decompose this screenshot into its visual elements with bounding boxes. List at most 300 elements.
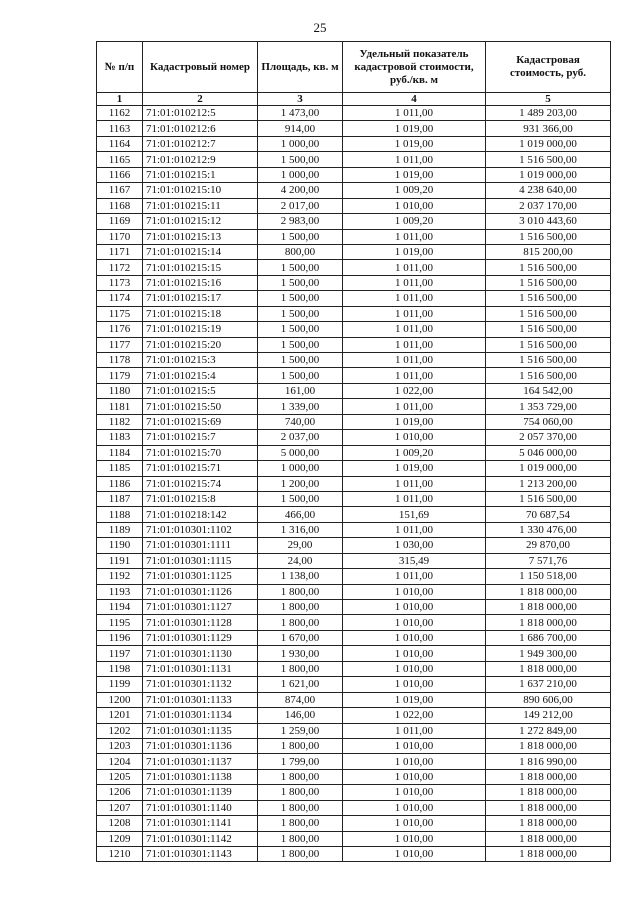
row-number-cell: 1187 <box>97 491 143 506</box>
cadastral-value-cell: 931 366,00 <box>486 121 611 136</box>
table-row <box>97 337 611 352</box>
unit-value-cell: 1 011,00 <box>343 368 486 383</box>
row-number-cell: 1185 <box>97 461 143 476</box>
table-row <box>97 121 611 136</box>
area-cell: 1 138,00 <box>258 569 343 584</box>
table-row <box>97 353 611 368</box>
table-row <box>97 306 611 321</box>
cadastral-value-cell: 1 516 500,00 <box>486 229 611 244</box>
row-number-cell: 1210 <box>97 847 143 862</box>
table-row <box>97 847 611 862</box>
cadastral-number-cell: 71:01:010301:1129 <box>143 630 258 645</box>
area-cell: 1 800,00 <box>258 769 343 784</box>
area-cell: 1 500,00 <box>258 368 343 383</box>
row-number-cell: 1178 <box>97 353 143 368</box>
cadastral-value-cell: 149 212,00 <box>486 708 611 723</box>
cadastral-number-cell: 71:01:010301:1143 <box>143 847 258 862</box>
unit-value-cell: 1 010,00 <box>343 661 486 676</box>
cadastral-number-cell: 71:01:010301:1131 <box>143 661 258 676</box>
header-unit-value: Удельный показатель кадастровой стоимости, руб./кв. м <box>343 42 486 93</box>
table-row <box>97 800 611 815</box>
cadastral-value-cell: 1 949 300,00 <box>486 646 611 661</box>
unit-value-cell: 151,69 <box>343 507 486 522</box>
row-number-cell: 1182 <box>97 414 143 429</box>
unit-value-cell: 1 010,00 <box>343 677 486 692</box>
row-number-cell: 1207 <box>97 800 143 815</box>
table-row <box>97 754 611 769</box>
area-cell: 1 500,00 <box>258 322 343 337</box>
unit-value-cell: 1 011,00 <box>343 106 486 121</box>
cadastral-value-cell: 1 818 000,00 <box>486 785 611 800</box>
cadastral-number-cell: 71:01:010215:19 <box>143 322 258 337</box>
row-number-cell: 1202 <box>97 723 143 738</box>
unit-value-cell: 1 010,00 <box>343 847 486 862</box>
row-number-cell: 1203 <box>97 738 143 753</box>
table-row <box>97 244 611 259</box>
unit-value-cell: 1 019,00 <box>343 244 486 259</box>
area-cell: 1 500,00 <box>258 152 343 167</box>
area-cell: 1 500,00 <box>258 229 343 244</box>
table-row <box>97 785 611 800</box>
table-row <box>97 708 611 723</box>
cadastral-number-cell: 71:01:010215:12 <box>143 214 258 229</box>
row-number-cell: 1181 <box>97 399 143 414</box>
column-number-row <box>97 93 611 106</box>
cadastral-value-cell: 1 489 203,00 <box>486 106 611 121</box>
unit-value-cell: 1 010,00 <box>343 800 486 815</box>
area-cell: 466,00 <box>258 507 343 522</box>
cadastral-number-cell: 71:01:010215:4 <box>143 368 258 383</box>
row-number-cell: 1170 <box>97 229 143 244</box>
table-row <box>97 167 611 182</box>
header-cadastral-value: Кадастровая стоимость, руб. <box>486 42 611 93</box>
table-row <box>97 615 611 630</box>
area-cell: 29,00 <box>258 538 343 553</box>
unit-value-cell: 1 019,00 <box>343 461 486 476</box>
table-row <box>97 816 611 831</box>
unit-value-cell: 1 011,00 <box>343 399 486 414</box>
cadastral-number-cell: 71:01:010212:7 <box>143 136 258 151</box>
row-number-cell: 1206 <box>97 785 143 800</box>
table-row <box>97 831 611 846</box>
cadastral-value-cell: 1 818 000,00 <box>486 847 611 862</box>
cadastral-number-cell: 71:01:010301:1125 <box>143 569 258 584</box>
row-number-cell: 1191 <box>97 553 143 568</box>
unit-value-cell: 1 010,00 <box>343 430 486 445</box>
column-number: 2 <box>143 93 258 106</box>
area-cell: 1 670,00 <box>258 630 343 645</box>
cadastral-number-cell: 71:01:010215:71 <box>143 461 258 476</box>
cadastral-value-cell: 1 516 500,00 <box>486 368 611 383</box>
area-cell: 1 930,00 <box>258 646 343 661</box>
row-number-cell: 1183 <box>97 430 143 445</box>
area-cell: 1 800,00 <box>258 615 343 630</box>
table-row <box>97 275 611 290</box>
cadastral-number-cell: 71:01:010215:3 <box>143 353 258 368</box>
unit-value-cell: 1 010,00 <box>343 738 486 753</box>
cadastral-number-cell: 71:01:010301:1134 <box>143 708 258 723</box>
table-row <box>97 260 611 275</box>
unit-value-cell: 1 011,00 <box>343 723 486 738</box>
cadastral-value-cell: 7 571,76 <box>486 553 611 568</box>
unit-value-cell: 1 019,00 <box>343 167 486 182</box>
table-row <box>97 723 611 738</box>
cadastral-number-cell: 71:01:010215:50 <box>143 399 258 414</box>
row-number-cell: 1167 <box>97 183 143 198</box>
row-number-cell: 1173 <box>97 275 143 290</box>
row-number-cell: 1175 <box>97 306 143 321</box>
cadastral-value-cell: 1 516 500,00 <box>486 152 611 167</box>
table-row <box>97 692 611 707</box>
row-number-cell: 1171 <box>97 244 143 259</box>
table-row <box>97 553 611 568</box>
table-row <box>97 584 611 599</box>
row-number-cell: 1196 <box>97 630 143 645</box>
unit-value-cell: 1 010,00 <box>343 615 486 630</box>
cadastral-number-cell: 71:01:010301:1111 <box>143 538 258 553</box>
cadastral-number-cell: 71:01:010212:9 <box>143 152 258 167</box>
area-cell: 24,00 <box>258 553 343 568</box>
column-number: 1 <box>97 93 143 106</box>
unit-value-cell: 1 011,00 <box>343 476 486 491</box>
area-cell: 1 799,00 <box>258 754 343 769</box>
cadastral-number-cell: 71:01:010215:8 <box>143 491 258 506</box>
cadastral-value-cell: 1 686 700,00 <box>486 630 611 645</box>
table-row <box>97 414 611 429</box>
cadastral-value-cell: 5 046 000,00 <box>486 445 611 460</box>
cadastral-number-cell: 71:01:010301:1133 <box>143 692 258 707</box>
unit-value-cell: 1 010,00 <box>343 630 486 645</box>
unit-value-cell: 1 011,00 <box>343 260 486 275</box>
table-row <box>97 430 611 445</box>
unit-value-cell: 1 011,00 <box>343 353 486 368</box>
unit-value-cell: 1 011,00 <box>343 337 486 352</box>
cadastral-value-cell: 2 057 370,00 <box>486 430 611 445</box>
row-number-cell: 1204 <box>97 754 143 769</box>
row-number-cell: 1179 <box>97 368 143 383</box>
cadastral-number-cell: 71:01:010301:1132 <box>143 677 258 692</box>
area-cell: 1 000,00 <box>258 136 343 151</box>
table-row <box>97 538 611 553</box>
cadastral-number-cell: 71:01:010215:15 <box>143 260 258 275</box>
cadastral-number-cell: 71:01:010301:1137 <box>143 754 258 769</box>
cadastral-value-cell: 1 019 000,00 <box>486 167 611 182</box>
row-number-cell: 1164 <box>97 136 143 151</box>
area-cell: 1 500,00 <box>258 306 343 321</box>
row-number-cell: 1194 <box>97 600 143 615</box>
cadastral-value-cell: 1 818 000,00 <box>486 769 611 784</box>
row-number-cell: 1198 <box>97 661 143 676</box>
row-number-cell: 1168 <box>97 198 143 213</box>
unit-value-cell: 1 019,00 <box>343 692 486 707</box>
area-cell: 1 316,00 <box>258 522 343 537</box>
column-number: 4 <box>343 93 486 106</box>
unit-value-cell: 1 011,00 <box>343 522 486 537</box>
area-cell: 1 500,00 <box>258 291 343 306</box>
row-number-cell: 1184 <box>97 445 143 460</box>
header-row-number: № п/п <box>97 42 143 93</box>
unit-value-cell: 1 010,00 <box>343 198 486 213</box>
row-number-cell: 1180 <box>97 383 143 398</box>
table-row <box>97 507 611 522</box>
area-cell: 1 800,00 <box>258 584 343 599</box>
unit-value-cell: 1 010,00 <box>343 584 486 599</box>
cadastral-number-cell: 71:01:010215:74 <box>143 476 258 491</box>
cadastral-value-cell: 1 516 500,00 <box>486 291 611 306</box>
cadastral-value-cell: 1 516 500,00 <box>486 491 611 506</box>
row-number-cell: 1209 <box>97 831 143 846</box>
table-row <box>97 476 611 491</box>
area-cell: 1 473,00 <box>258 106 343 121</box>
row-number-cell: 1199 <box>97 677 143 692</box>
cadastral-value-cell: 1 516 500,00 <box>486 275 611 290</box>
cadastral-value-cell: 1 816 990,00 <box>486 754 611 769</box>
unit-value-cell: 1 010,00 <box>343 831 486 846</box>
cadastral-value-cell: 1 516 500,00 <box>486 306 611 321</box>
unit-value-cell: 1 011,00 <box>343 152 486 167</box>
table-row <box>97 491 611 506</box>
area-cell: 1 800,00 <box>258 800 343 815</box>
unit-value-cell: 1 010,00 <box>343 816 486 831</box>
header-area: Площадь, кв. м <box>258 42 343 93</box>
cadastral-number-cell: 71:01:010215:20 <box>143 337 258 352</box>
cadastral-number-cell: 71:01:010215:13 <box>143 229 258 244</box>
cadastral-number-cell: 71:01:010215:69 <box>143 414 258 429</box>
cadastral-value-cell: 1 818 000,00 <box>486 600 611 615</box>
area-cell: 5 000,00 <box>258 445 343 460</box>
cadastral-value-table <box>96 41 611 862</box>
area-cell: 914,00 <box>258 121 343 136</box>
table-row <box>97 661 611 676</box>
cadastral-value-cell: 3 010 443,60 <box>486 214 611 229</box>
unit-value-cell: 1 019,00 <box>343 121 486 136</box>
area-cell: 1 800,00 <box>258 661 343 676</box>
unit-value-cell: 1 022,00 <box>343 708 486 723</box>
row-number-cell: 1188 <box>97 507 143 522</box>
cadastral-number-cell: 71:01:010301:1135 <box>143 723 258 738</box>
row-number-cell: 1163 <box>97 121 143 136</box>
cadastral-value-cell: 890 606,00 <box>486 692 611 707</box>
cadastral-value-cell: 1 150 518,00 <box>486 569 611 584</box>
table-row <box>97 383 611 398</box>
area-cell: 1 800,00 <box>258 847 343 862</box>
unit-value-cell: 1 019,00 <box>343 414 486 429</box>
table-row <box>97 445 611 460</box>
row-number-cell: 1166 <box>97 167 143 182</box>
table-row <box>97 677 611 692</box>
unit-value-cell: 1 009,20 <box>343 214 486 229</box>
page-number: 25 <box>313 20 327 35</box>
area-cell: 1 800,00 <box>258 831 343 846</box>
area-cell: 800,00 <box>258 244 343 259</box>
row-number-cell: 1165 <box>97 152 143 167</box>
cadastral-value-cell: 1 516 500,00 <box>486 322 611 337</box>
area-cell: 2 983,00 <box>258 214 343 229</box>
cadastral-number-cell: 71:01:010215:1 <box>143 167 258 182</box>
row-number-cell: 1192 <box>97 569 143 584</box>
table-row <box>97 569 611 584</box>
cadastral-number-cell: 71:01:010301:1140 <box>143 800 258 815</box>
area-cell: 4 200,00 <box>258 183 343 198</box>
row-number-cell: 1195 <box>97 615 143 630</box>
cadastral-number-cell: 71:01:010301:1126 <box>143 584 258 599</box>
area-cell: 1 000,00 <box>258 167 343 182</box>
unit-value-cell: 1 010,00 <box>343 769 486 784</box>
cadastral-value-cell: 1 330 476,00 <box>486 522 611 537</box>
table-row <box>97 600 611 615</box>
unit-value-cell: 1 010,00 <box>343 785 486 800</box>
unit-value-cell: 1 010,00 <box>343 754 486 769</box>
row-number-cell: 1169 <box>97 214 143 229</box>
cadastral-value-cell: 29 870,00 <box>486 538 611 553</box>
area-cell: 1 800,00 <box>258 816 343 831</box>
cadastral-value-cell: 70 687,54 <box>486 507 611 522</box>
area-cell: 1 500,00 <box>258 353 343 368</box>
area-cell: 1 800,00 <box>258 738 343 753</box>
cadastral-number-cell: 71:01:010301:1127 <box>143 600 258 615</box>
area-cell: 1 500,00 <box>258 491 343 506</box>
cadastral-value-cell: 2 037 170,00 <box>486 198 611 213</box>
area-cell: 1 500,00 <box>258 337 343 352</box>
cadastral-number-cell: 71:01:010215:11 <box>143 198 258 213</box>
cadastral-number-cell: 71:01:010218:142 <box>143 507 258 522</box>
unit-value-cell: 315,49 <box>343 553 486 568</box>
column-number: 5 <box>486 93 611 106</box>
cadastral-value-cell: 1 272 849,00 <box>486 723 611 738</box>
area-cell: 1 621,00 <box>258 677 343 692</box>
cadastral-value-cell: 1 516 500,00 <box>486 353 611 368</box>
cadastral-value-cell: 1 818 000,00 <box>486 615 611 630</box>
unit-value-cell: 1 011,00 <box>343 291 486 306</box>
cadastral-number-cell: 71:01:010212:6 <box>143 121 258 136</box>
unit-value-cell: 1 011,00 <box>343 569 486 584</box>
cadastral-number-cell: 71:01:010301:1115 <box>143 553 258 568</box>
row-number-cell: 1177 <box>97 337 143 352</box>
unit-value-cell: 1 019,00 <box>343 136 486 151</box>
area-cell: 1 259,00 <box>258 723 343 738</box>
cadastral-number-cell: 71:01:010301:1102 <box>143 522 258 537</box>
unit-value-cell: 1 011,00 <box>343 322 486 337</box>
row-number-cell: 1201 <box>97 708 143 723</box>
unit-value-cell: 1 022,00 <box>343 383 486 398</box>
cadastral-value-cell: 1 818 000,00 <box>486 584 611 599</box>
unit-value-cell: 1 010,00 <box>343 646 486 661</box>
row-number-cell: 1205 <box>97 769 143 784</box>
cadastral-number-cell: 71:01:010215:10 <box>143 183 258 198</box>
table-row <box>97 229 611 244</box>
cadastral-number-cell: 71:01:010301:1130 <box>143 646 258 661</box>
cadastral-value-cell: 164 542,00 <box>486 383 611 398</box>
row-number-cell: 1189 <box>97 522 143 537</box>
table-row <box>97 738 611 753</box>
table-row <box>97 106 611 121</box>
table-row <box>97 291 611 306</box>
area-cell: 1 200,00 <box>258 476 343 491</box>
cadastral-value-cell: 1 818 000,00 <box>486 800 611 815</box>
row-number-cell: 1162 <box>97 106 143 121</box>
cadastral-number-cell: 71:01:010301:1141 <box>143 816 258 831</box>
table-row <box>97 646 611 661</box>
cadastral-value-cell: 1 516 500,00 <box>486 260 611 275</box>
row-number-cell: 1197 <box>97 646 143 661</box>
unit-value-cell: 1 009,20 <box>343 183 486 198</box>
cadastral-number-cell: 71:01:010215:17 <box>143 291 258 306</box>
cadastral-value-cell: 1 818 000,00 <box>486 661 611 676</box>
cadastral-number-cell: 71:01:010215:70 <box>143 445 258 460</box>
cadastral-number-cell: 71:01:010301:1136 <box>143 738 258 753</box>
cadastral-value-cell: 754 060,00 <box>486 414 611 429</box>
cadastral-value-cell: 1 818 000,00 <box>486 816 611 831</box>
cadastral-number-cell: 71:01:010215:18 <box>143 306 258 321</box>
table-header-row <box>97 42 611 93</box>
table-body <box>97 106 611 862</box>
area-cell: 146,00 <box>258 708 343 723</box>
column-number: 3 <box>258 93 343 106</box>
row-number-cell: 1190 <box>97 538 143 553</box>
row-number-cell: 1200 <box>97 692 143 707</box>
table-row <box>97 399 611 414</box>
area-cell: 161,00 <box>258 383 343 398</box>
cadastral-value-cell: 1 353 729,00 <box>486 399 611 414</box>
cadastral-number-cell: 71:01:010301:1138 <box>143 769 258 784</box>
table-row <box>97 522 611 537</box>
cadastral-value-cell: 1 818 000,00 <box>486 738 611 753</box>
cadastral-value-cell: 1 637 210,00 <box>486 677 611 692</box>
row-number-cell: 1176 <box>97 322 143 337</box>
cadastral-number-cell: 71:01:010215:7 <box>143 430 258 445</box>
cadastral-number-cell: 71:01:010301:1142 <box>143 831 258 846</box>
area-cell: 2 017,00 <box>258 198 343 213</box>
unit-value-cell: 1 011,00 <box>343 275 486 290</box>
cadastral-value-cell: 815 200,00 <box>486 244 611 259</box>
cadastral-value-cell: 1 019 000,00 <box>486 461 611 476</box>
unit-value-cell: 1 011,00 <box>343 306 486 321</box>
cadastral-value-cell: 1 818 000,00 <box>486 831 611 846</box>
cadastral-value-cell: 1 213 200,00 <box>486 476 611 491</box>
area-cell: 1 500,00 <box>258 260 343 275</box>
table-row <box>97 152 611 167</box>
row-number-cell: 1186 <box>97 476 143 491</box>
area-cell: 1 339,00 <box>258 399 343 414</box>
area-cell: 740,00 <box>258 414 343 429</box>
unit-value-cell: 1 010,00 <box>343 600 486 615</box>
table-row <box>97 769 611 784</box>
cadastral-number-cell: 71:01:010215:16 <box>143 275 258 290</box>
cadastral-value-cell: 1 019 000,00 <box>486 136 611 151</box>
area-cell: 1 800,00 <box>258 785 343 800</box>
table-row <box>97 214 611 229</box>
cadastral-value-cell: 1 516 500,00 <box>486 337 611 352</box>
table-row <box>97 368 611 383</box>
cadastral-value-cell: 4 238 640,00 <box>486 183 611 198</box>
cadastral-number-cell: 71:01:010301:1128 <box>143 615 258 630</box>
cadastral-number-cell: 71:01:010215:5 <box>143 383 258 398</box>
unit-value-cell: 1 011,00 <box>343 229 486 244</box>
row-number-cell: 1193 <box>97 584 143 599</box>
row-number-cell: 1208 <box>97 816 143 831</box>
area-cell: 1 500,00 <box>258 275 343 290</box>
header-cadastral-number: Кадастровый номер <box>143 42 258 93</box>
table-row <box>97 136 611 151</box>
unit-value-cell: 1 030,00 <box>343 538 486 553</box>
unit-value-cell: 1 011,00 <box>343 491 486 506</box>
row-number-cell: 1174 <box>97 291 143 306</box>
cadastral-number-cell: 71:01:010301:1139 <box>143 785 258 800</box>
cadastral-number-cell: 71:01:010215:14 <box>143 244 258 259</box>
table-row <box>97 198 611 213</box>
cadastral-number-cell: 71:01:010212:5 <box>143 106 258 121</box>
table-row <box>97 183 611 198</box>
